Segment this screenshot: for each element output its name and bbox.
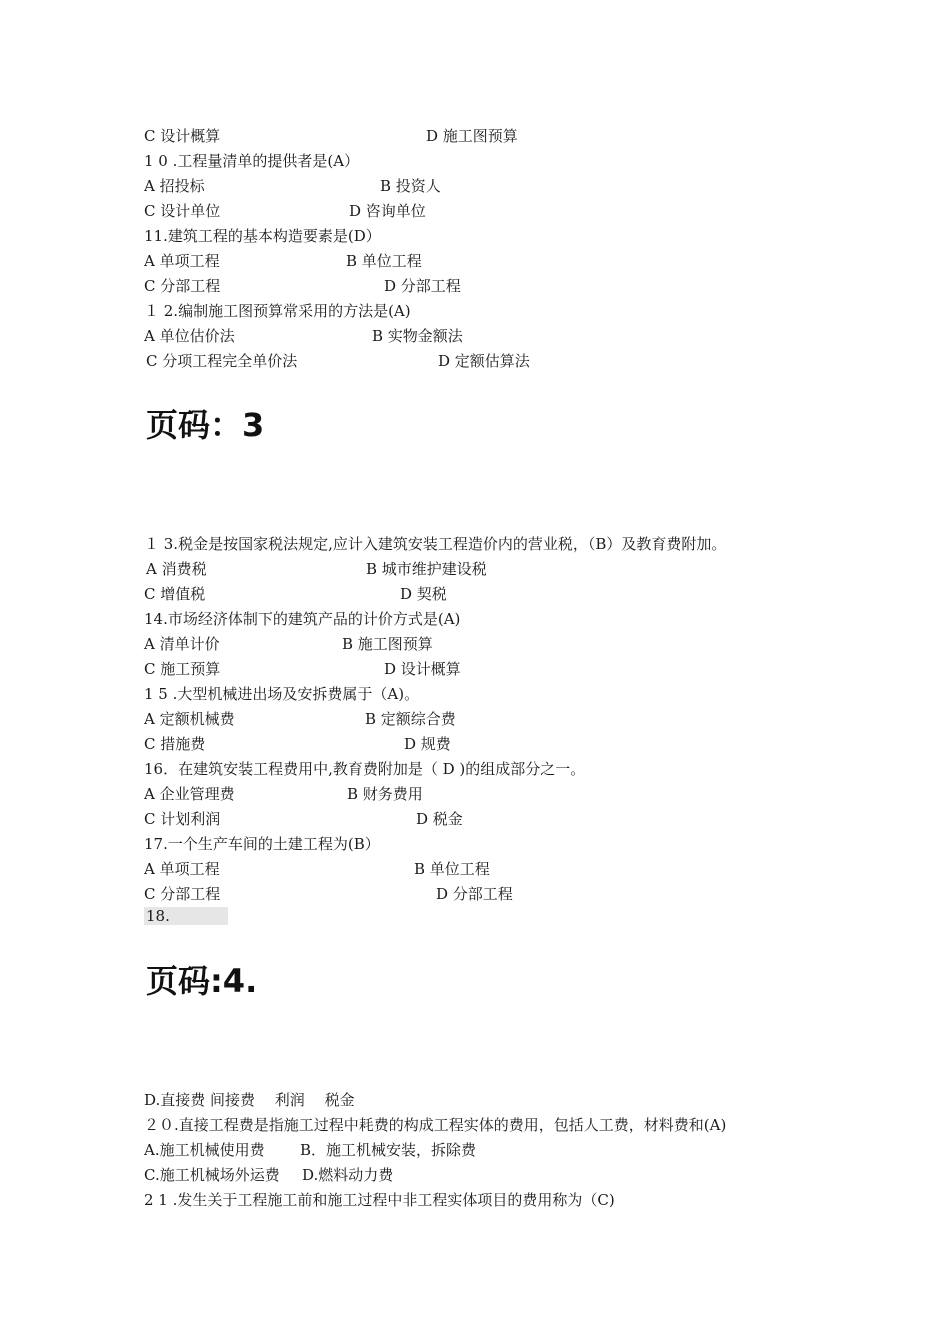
option-d-line: D.直接费 间接费 利润 税金 [144,1091,355,1109]
option-d: D 施工图预算 [426,127,518,145]
option-c: C 分部工程 [144,277,221,295]
option-b: B 财务费用 [347,785,423,803]
option-c: C 增值税 [144,585,206,603]
option-c: C 分项工程完全单价法 [146,352,298,370]
question-14: 14.市场经济体制下的建筑产品的计价方式是(A) [144,610,461,628]
question-15: 1 5 .大型机械进出场及安拆费属于（A)。 [144,685,420,703]
option-b: B．施工机械安装，拆除费 [300,1141,477,1159]
option-b: B 城市维护建设税 [366,560,487,578]
question-21: 2 1 .发生关于工程施工前和施工过程中非工程实体项目的费用称为（C) [144,1191,615,1209]
option-c: C 计划利润 [144,810,221,828]
option-d: D 分部工程 [436,885,513,903]
option-a: A 定额机械费 [144,710,235,728]
option-a: A 招投标 [144,177,205,195]
option-c: C 设计单位 [144,202,221,220]
option-c: C 分部工程 [144,885,221,903]
option-b: B 单位工程 [346,252,422,270]
option-d: D 分部工程 [384,277,461,295]
option-a: A 单项工程 [144,860,220,878]
question-11: 11.建筑工程的基本构造要素是(D） [144,227,381,245]
question-18-shaded: 18. [144,907,228,925]
option-c: C 施工预算 [144,660,221,678]
option-d: D 咨询单位 [349,202,426,220]
question-17: 17.一个生产车间的土建工程为(B） [144,835,380,853]
option-d: D 契税 [400,585,447,603]
page-number-heading: 页码：3 [146,406,265,444]
option-d: D.燃料动力费 [302,1166,394,1184]
option-a: A 单位估价法 [144,327,235,345]
option-b: B 实物金额法 [372,327,463,345]
option-d: D 规费 [404,735,451,753]
page-number-heading: 页码:4. [146,962,258,1000]
option-c: C.施工机械场外运费 [144,1166,280,1184]
option-d: D 税金 [416,810,463,828]
question-16: 16．在建筑安装工程费用中,教育费附加是（ D )的组成部分之一。 [144,760,586,778]
option-b: B 定额综合费 [365,710,456,728]
option-a: A 消费税 [146,560,207,578]
option-b: B 投资人 [380,177,441,195]
option-a: A.施工机械使用费 [144,1141,265,1159]
option-d: D 设计概算 [384,660,461,678]
option-b: B 单位工程 [414,860,490,878]
option-a: A 企业管理费 [144,785,235,803]
option-b: B 施工图预算 [342,635,433,653]
option-d: D 定额估算法 [438,352,530,370]
question-20: ２０.直接工程费是指施工过程中耗费的构成工程实体的费用，包括人工费，材料费和(A) [144,1116,727,1134]
question-12: １ 2.编制施工图预算常采用的方法是(A) [144,302,411,320]
option-c: C 设计概算 [144,127,221,145]
option-a: A 单项工程 [144,252,220,270]
option-a: A 清单计价 [144,635,220,653]
question-13: １ 3.税金是按国家税法规定,应计入建筑安装工程造价内的营业税，（B）及教育费附加。 [144,535,727,553]
option-c: C 措施费 [144,735,206,753]
question-10: 1 0 .工程量清单的提供者是(A） [144,152,360,170]
